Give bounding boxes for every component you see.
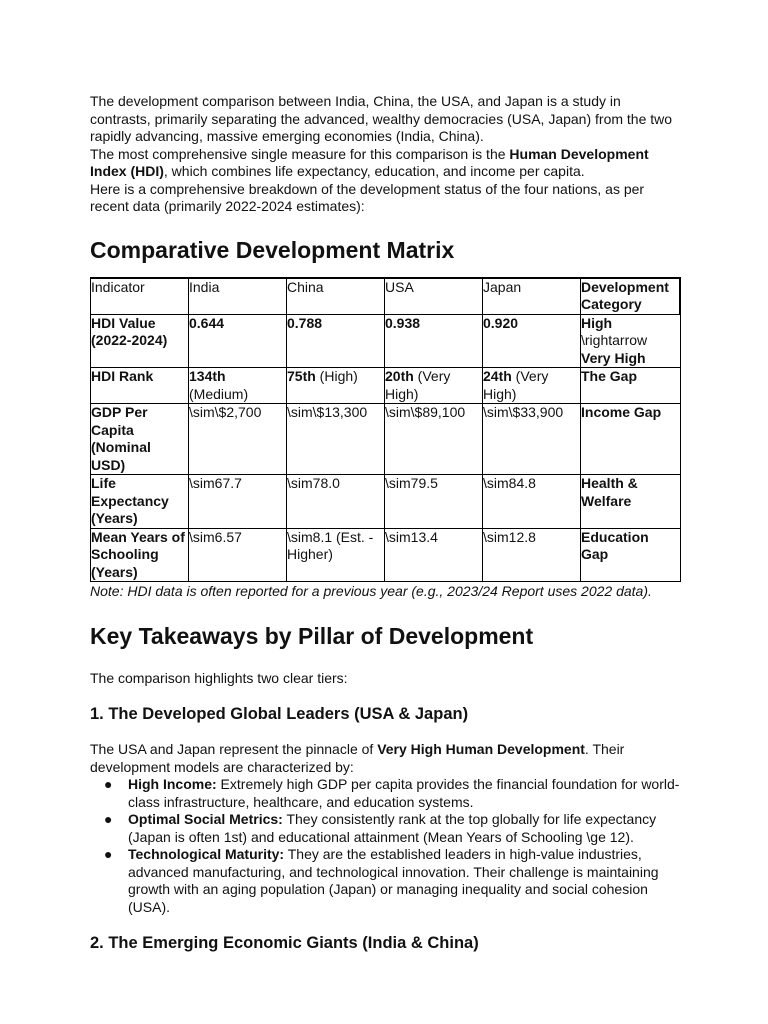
tiers-paragraph: The comparison highlights two clear tiers: bbox=[90, 669, 348, 686]
row-indicator: HDI Value (2022-2024) bbox=[91, 314, 189, 368]
cell-india bbox=[189, 368, 287, 404]
rank-value: 75th bbox=[287, 368, 316, 384]
tier1-heading: 1. The Developed Global Leaders (USA & Japan) bbox=[90, 705, 469, 723]
cell-japan: \sim\$33,900 bbox=[483, 404, 581, 475]
tier1-intro-bold: Very High Human Development bbox=[377, 741, 585, 757]
matrix-heading: Comparative Development Matrix bbox=[90, 236, 455, 263]
cell-india: 0.644 bbox=[189, 314, 287, 368]
intro-paragraph-1: The development comparison between India, China, the USA, and Japan is a study in contrasts, primarily separating the advanced, wealthy democracies (USA, Japan) from the two rapidly advancing, massive emerging economies (India, China). bbox=[90, 93, 673, 144]
tier2-heading: 2. The Emerging Economic Giants (India & China) bbox=[90, 934, 479, 952]
tier1-intro bbox=[90, 741, 682, 776]
header-cell-category: Development Category bbox=[581, 278, 681, 315]
cell-india: \sim\$2,700 bbox=[189, 404, 287, 475]
table-note: Note: HDI data is often reported for a previous year (e.g., 2023/24 Report uses 2022 data). bbox=[90, 583, 652, 599]
cell-usa: \sim13.4 bbox=[385, 528, 483, 582]
cell-india: \sim6.57 bbox=[189, 528, 287, 582]
header-cell-india: India bbox=[189, 278, 287, 315]
cell-india: \sim67.7 bbox=[189, 475, 287, 529]
header-cell-china: China bbox=[287, 278, 385, 315]
tier1-intro-a: The USA and Japan represent the pinnacle of bbox=[90, 741, 378, 757]
development-matrix-table bbox=[90, 277, 681, 583]
bullet-icon: ● bbox=[104, 846, 113, 862]
cell-usa: \sim\$89,100 bbox=[385, 404, 483, 475]
cell-japan: \sim12.8 bbox=[483, 528, 581, 582]
header-cell-indicator: Indicator bbox=[91, 278, 189, 315]
rank-tier: (High) bbox=[315, 368, 358, 384]
tier1-bullet-list bbox=[90, 776, 682, 916]
rank-tier: (Very High) bbox=[385, 368, 451, 402]
cell-japan bbox=[483, 368, 581, 404]
cell-japan: 0.920 bbox=[483, 314, 581, 368]
cell-japan: \sim84.8 bbox=[483, 475, 581, 529]
category-arrow: \rightarrow bbox=[581, 332, 648, 348]
cell-category: Education Gap bbox=[581, 528, 681, 582]
list-item bbox=[104, 846, 682, 916]
row-indicator: HDI Rank bbox=[91, 368, 189, 404]
document-page bbox=[90, 93, 682, 953]
table-header-row bbox=[91, 278, 681, 315]
cell-usa bbox=[385, 368, 483, 404]
cell-category: Income Gap bbox=[581, 404, 681, 475]
cell-usa: 0.938 bbox=[385, 314, 483, 368]
bullet-icon: ● bbox=[104, 811, 113, 827]
cell-usa: \sim79.5 bbox=[385, 475, 483, 529]
intro-paragraph-3: Here is a comprehensive breakdown of the development status of the four nations, as per recent data (primarily 2022-2024 estimates): bbox=[90, 180, 645, 214]
cell-category bbox=[581, 314, 681, 368]
category-very-high: Very High bbox=[581, 349, 646, 366]
bullet-text: Extremely high GDP per capita provides the financial foundation for world-class infrastructure, healthcare, and education systems. bbox=[128, 776, 680, 810]
cell-china: 0.788 bbox=[287, 314, 385, 368]
hdi-term: Human Development Index (HDI) bbox=[90, 145, 649, 179]
rank-tier: (Medium) bbox=[189, 385, 249, 402]
rank-value: 134th bbox=[189, 368, 226, 384]
bullet-title: High Income: bbox=[128, 776, 217, 792]
intro-paragraph-2 bbox=[90, 146, 682, 181]
tier1-intro-b: . Their development models are characterized by: bbox=[90, 741, 625, 775]
bullet-title: Technological Maturity: bbox=[128, 846, 285, 862]
intro-p2-text-a: The most comprehensive single measure for this comparison is the bbox=[90, 145, 510, 162]
bullet-text: They are the established leaders in high-value industries, advanced manufacturing, and technological innovation. Their challenge is maintaining growth with an aging population (Japan) or managing inequality and social cohesion (USA). bbox=[128, 846, 659, 915]
rank-value: 20th bbox=[385, 368, 414, 384]
table-row bbox=[91, 404, 681, 475]
pillars-heading: Key Takeaways by Pillar of Development bbox=[90, 622, 534, 649]
table-row bbox=[91, 528, 681, 582]
table-row bbox=[91, 314, 681, 368]
intro-section bbox=[90, 93, 682, 216]
row-indicator: Mean Years of Schooling (Years) bbox=[91, 528, 189, 582]
category-high: High bbox=[581, 314, 613, 331]
cell-china: \sim78.0 bbox=[287, 475, 385, 529]
row-indicator: Life Expectancy (Years) bbox=[91, 475, 189, 529]
cell-china: \sim\$13,300 bbox=[287, 404, 385, 475]
table-row bbox=[91, 368, 681, 404]
bullet-icon: ● bbox=[104, 776, 113, 792]
intro-p2-text-b: , which combines life expectancy, education, and income per capita. bbox=[163, 163, 585, 179]
row-indicator: GDP Per Capita (Nominal USD) bbox=[91, 404, 189, 475]
list-item bbox=[104, 776, 682, 811]
rank-tier: (Very High) bbox=[483, 368, 549, 402]
header-cell-japan: Japan bbox=[483, 278, 581, 315]
cell-category: The Gap bbox=[581, 368, 681, 404]
bullet-text: They consistently rank at the top globally for life expectancy (Japan is often 1st) and educational attainment (Mean Years of Schooling \ge 12). bbox=[128, 811, 657, 845]
rank-value: 24th bbox=[483, 368, 512, 384]
cell-china: \sim8.1 (Est. - Higher) bbox=[287, 528, 385, 582]
table-row bbox=[91, 475, 681, 529]
header-cell-usa: USA bbox=[385, 278, 483, 315]
cell-category: Health & Welfare bbox=[581, 475, 681, 529]
cell-china bbox=[287, 368, 385, 404]
bullet-title: Optimal Social Metrics: bbox=[128, 811, 283, 827]
list-item bbox=[104, 811, 682, 846]
